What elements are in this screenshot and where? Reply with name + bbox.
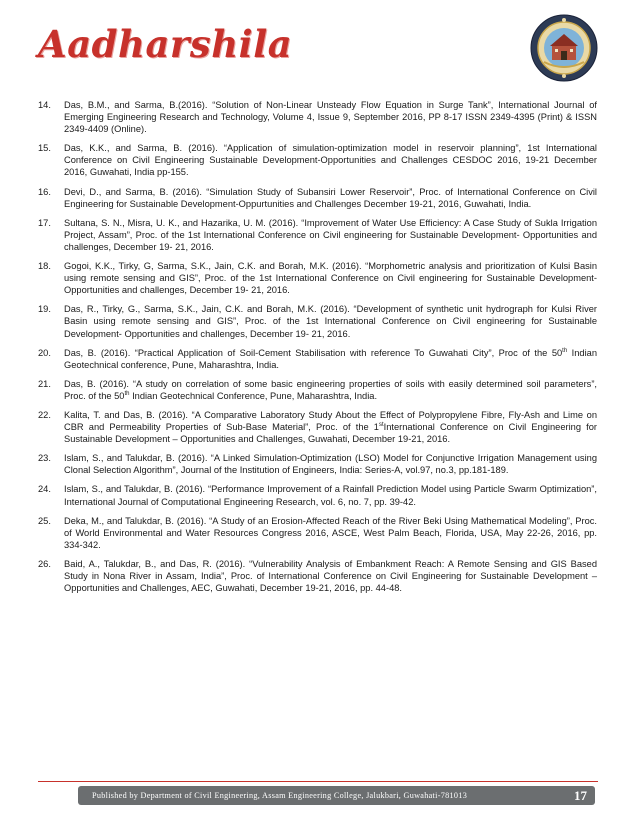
reference-text: Das, R., Tirky, G., Sarma, S.K., Jain, C.K. and Borah, M.K. (2016). “Development of synthetic unit hydrograph for Kulsi River Basin using remote sensing and GIS”, Proc. of the 1st International Conference on Civil engineering for Sustainable Development- Opportunities and challenges, December 19- 21, 2016. — [64, 304, 597, 339]
reference-item — [38, 142, 597, 178]
reference-number: 24. — [38, 484, 51, 495]
reference-text-part: International Conference on Civil Engineering for Sustainable Development – Opportunities and Challenges, Guwahati, December 19-21, 2016. — [64, 422, 597, 445]
reference-number: 16. — [38, 186, 51, 197]
reference-item — [38, 483, 597, 507]
reference-item — [38, 303, 597, 339]
college-seal-icon — [530, 12, 598, 84]
reference-text: Gogoi, K.K., Tirky, G, Sarma, S.K., Jain, C.K. and Borah, M.K. (2016). “Morphometric analysis and prioritization of Kulsi Basin using remote sensing and GIS”, Proc. of the 1st International Conference on Civil engineering for Sustainable Development- Opportunities and challenges, December 19- 21, 2016. — [64, 261, 597, 296]
reference-text — [64, 378, 597, 402]
reference-number: 17. — [38, 217, 51, 228]
reference-number: 14. — [38, 100, 51, 110]
ordinal-suffix: st — [378, 421, 384, 428]
reference-text-part: Das, B. (2016). “A study on correlation of some basic engineering properties of soils with easily determined soil parameters”, Proc. of the 50 — [64, 378, 597, 401]
reference-number: 18. — [38, 261, 51, 272]
reference-item — [38, 558, 597, 594]
ordinal-suffix: th — [562, 347, 568, 354]
reference-number: 22. — [38, 409, 51, 420]
reference-text: Das, K.K., and Sarma, B. (2016). “Application of simulation-optimization model in reservoir planning”, 1st International Conference on Civil Engineering Sustainable Development-Opportunities and Challenges CESDOC 2016, 19-21 December 2016, Guwahati, India pp-155. — [64, 143, 597, 178]
page-footer — [38, 781, 598, 806]
reference-number: 25. — [38, 515, 51, 526]
reference-item — [38, 452, 597, 476]
reference-item — [38, 347, 597, 371]
reference-number: 19. — [38, 304, 51, 315]
reference-number: 15. — [38, 143, 51, 154]
page-header — [0, 0, 638, 92]
reference-text-part: Kalita, T. and Das, B. (2016). “A Comparative Laboratory Study About the Effect of Polypropylene Fibre, Fly-Ash and Lime on CBR and Permeability Properties of Sub-Base Material”, Proc. of the 1 — [64, 409, 597, 433]
reference-text: Das, B.M., and Sarma, B.(2016). “Solution of Non-Linear Unsteady Flow Equation in Surge Tank”, International Journal of Emerging Engineering Research and Technology, Volume 4, Issue 9, September 2016, PP 8-17 ISSN 2349-4395 (Print) & ISSN 2349-4409 (Online). — [64, 100, 597, 135]
ordinal-suffix: th — [124, 390, 130, 397]
publisher-line: Published by Department of Civil Engineering, Assam Engineering College, Jalukbari, Guwahati-781013 — [92, 791, 468, 800]
reference-item — [38, 99, 597, 135]
reference-number: 20. — [38, 347, 51, 358]
journal-title: Aadharshila — [38, 22, 293, 66]
reference-number: 21. — [38, 378, 51, 389]
reference-text — [64, 409, 597, 445]
reference-item — [38, 409, 597, 445]
reference-text: Sultana, S. N., Misra, U. K., and Hazarika, U. M. (2016). “Improvement of Water Use Efficiency: A Case Study of Sukla Irrigation Project, Assam”, Proc. of the 1st International Conference on Civil engineering for Sustainable Development- Opportunities and challenges, December 19- 21, 2016. — [64, 217, 597, 252]
reference-text: Islam, S., and Talukdar, B. (2016). “Performance Improvement of a Rainfall Prediction Model using Particle Swarm Optimization”, International Journal of Computational Engineering Research, vol. 6, no. 7, pp. 39-42. — [64, 484, 597, 507]
reference-text: Deka, M., and Talukdar, B. (2016). “A Study of an Erosion-Affected Reach of the River Beki Using Mathematical Modeling”, Proc. of World Environmental and Water Resources Congress 2016, ASCE, West Palm Beach, Florida, USA, May 22-26, 2016, pp. 334-342. — [64, 515, 597, 550]
page-number: 17 — [574, 788, 587, 803]
reference-item — [38, 217, 597, 253]
reference-text: Devi, D., and Sarma, B. (2016). “Simulation Study of Subansiri Lower Reservoir”, Proc. of International Conference on Civil Engineering for Sustainable Development-Oppurtunities and Challenges December 19-21, 2016, Guwahati, India. — [64, 186, 597, 209]
reference-text-part: Indian Geotechnical Conference, Pune, Maharashtra, India. — [129, 390, 378, 401]
reference-text: Islam, S., and Talukdar, B. (2016). “A Linked Simulation-Optimization (LSO) Model for Conjunctive Irrigation Management using Clonal Selection Algorithm”, Journal of the Institution of Engineers, India: Series-A, vol.97, no.3, pp.181-189. — [64, 453, 597, 476]
reference-item — [38, 260, 597, 296]
reference-number: 23. — [38, 453, 51, 464]
reference-text-part: Das, B. (2016). “Practical Application of Soil-Cement Stabilisation with reference To Guwahati City”, Proc of the 50 — [64, 347, 563, 358]
footer-bar — [78, 786, 595, 805]
reference-item — [38, 515, 597, 551]
reference-text: Baid, A., Talukdar, B., and Das, R. (2016). “Vulnerability Analysis of Embankment Reach: A Remote Sensing and GIS Based Study in Nona River in Assam, India”, Proc. of International Conference on Civil Engineering for Sustainable Development – Opportunities and Challenges, AEC, Guwahati, December 19-21, 2016, pp. 44-48. — [64, 558, 597, 594]
reference-list — [38, 99, 597, 601]
reference-text-part: Indian Geotechnical conference, Pune, Maharashtra, India. — [64, 347, 597, 370]
reference-text — [64, 347, 597, 371]
reference-item — [38, 186, 597, 210]
reference-item — [38, 378, 597, 402]
reference-number: 26. — [38, 558, 51, 569]
